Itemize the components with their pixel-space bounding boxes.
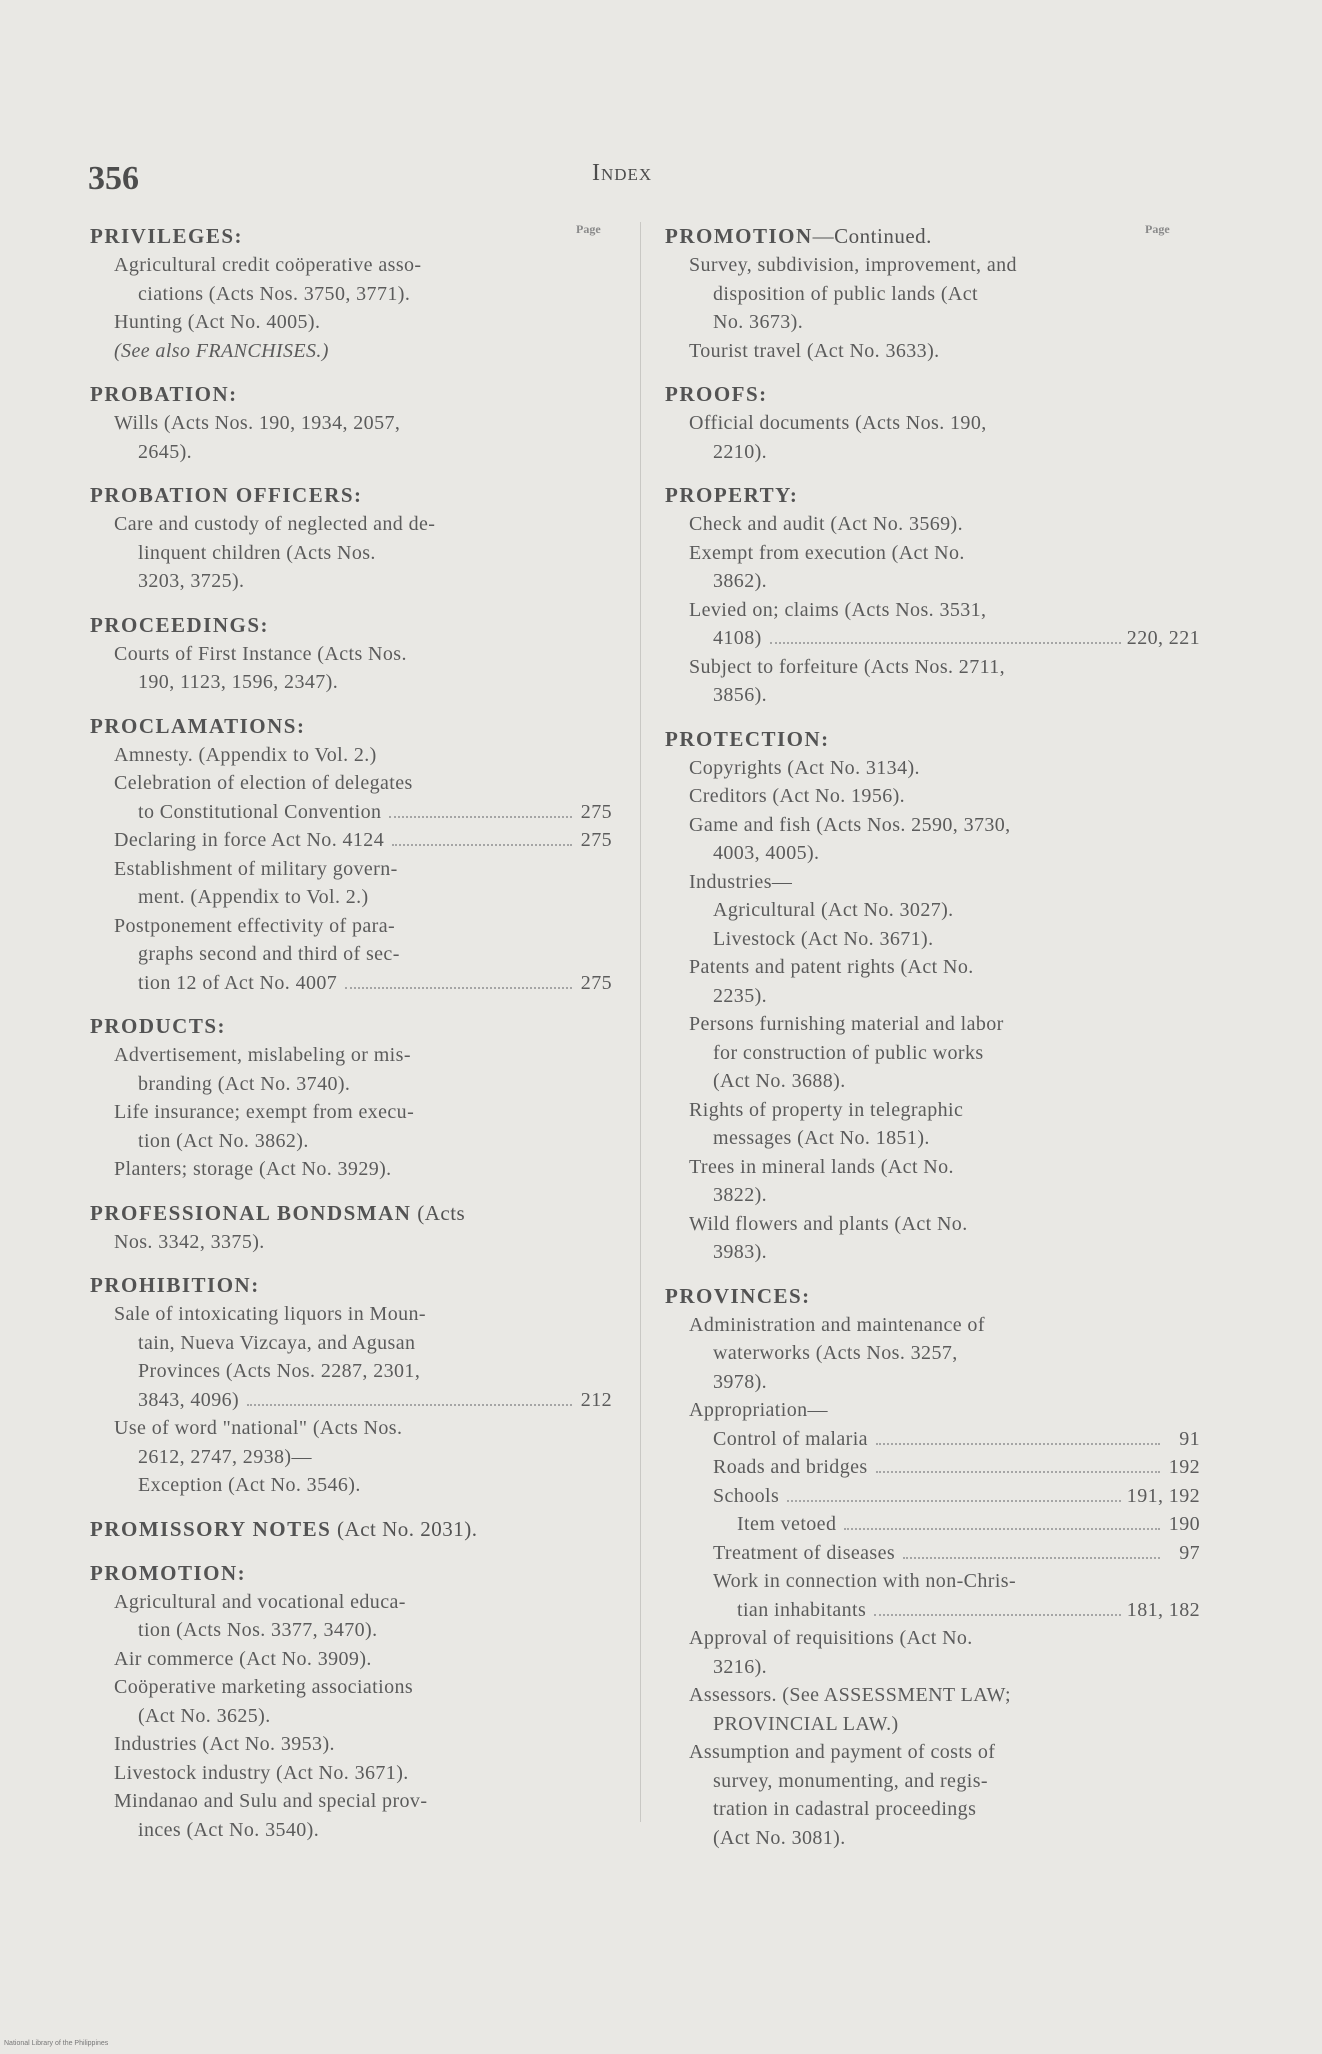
entry-line-text: (Act No. 3688). bbox=[713, 1070, 846, 1092]
entry-line bbox=[665, 596, 1200, 625]
entry-line bbox=[665, 1153, 1200, 1182]
entry-line bbox=[665, 251, 1200, 280]
entry-line-text: Livestock industry (Act No. 3671). bbox=[114, 1761, 409, 1784]
index-entry bbox=[90, 712, 620, 998]
entry-line-text: Advertisement, mislabeling or mis- bbox=[114, 1044, 411, 1066]
entry-line bbox=[90, 1616, 620, 1645]
entry-line-text: Industries— bbox=[689, 870, 793, 893]
entry-line bbox=[90, 438, 620, 467]
entry-line bbox=[665, 1067, 1200, 1096]
entry-line-text: Hunting (Act No. 4005). bbox=[114, 311, 321, 333]
entry-line bbox=[90, 567, 620, 596]
entry-line-text: (Act No. 3081). bbox=[713, 1826, 846, 1849]
page-reference: 91 bbox=[1179, 1427, 1200, 1450]
entry-line bbox=[90, 798, 620, 827]
index-entry bbox=[90, 481, 620, 596]
entry-line-text: 3978). bbox=[713, 1370, 768, 1393]
right-column bbox=[665, 222, 1200, 1867]
dot-leader bbox=[903, 1557, 1160, 1559]
entry-line bbox=[665, 539, 1200, 568]
entry-line-text: 2235). bbox=[713, 984, 768, 1007]
page-reference: 212 bbox=[580, 1388, 612, 1411]
entry-line-text: 3203, 3725). bbox=[138, 570, 245, 592]
entry-heading-text: PROPERTY: bbox=[665, 483, 799, 507]
entry-line-text: Patents and patent rights (Act No. bbox=[689, 956, 974, 978]
entry-line bbox=[90, 337, 620, 366]
entry-line-text: 3843, 4096) bbox=[138, 1388, 240, 1411]
entry-line bbox=[90, 769, 620, 798]
entry-line bbox=[90, 1787, 620, 1816]
entry-heading-text: PROHIBITION: bbox=[90, 1273, 260, 1297]
entry-line-text: Copyrights (Act No. 3134). bbox=[689, 756, 920, 779]
index-entry bbox=[90, 1559, 620, 1845]
entry-heading-text: PROCEEDINGS: bbox=[90, 612, 270, 637]
entry-line-text: to Constitutional Convention bbox=[138, 800, 382, 823]
entry-line bbox=[665, 510, 1200, 539]
entry-heading-text: PROOFS: bbox=[665, 382, 768, 406]
page-number: 356 bbox=[88, 160, 139, 197]
entry-line-text: 3862). bbox=[713, 570, 768, 592]
entry-line bbox=[90, 409, 620, 438]
dot-leader bbox=[787, 1500, 1121, 1502]
index-entry bbox=[90, 380, 620, 466]
entry-line-text: Creditors (Act No. 1956). bbox=[689, 785, 906, 807]
entry-line-text: 190, 1123, 1596, 2347). bbox=[138, 671, 339, 693]
entry-line bbox=[665, 1767, 1200, 1796]
entry-line bbox=[665, 1396, 1200, 1425]
entry-line bbox=[665, 782, 1200, 811]
entry-line bbox=[90, 1386, 620, 1415]
entry-line bbox=[90, 1471, 620, 1500]
entry-line bbox=[665, 1482, 1200, 1511]
entry-heading-text: PROBATION OFFICERS: bbox=[90, 483, 363, 507]
entry-line bbox=[665, 1596, 1200, 1625]
entry-line bbox=[665, 1181, 1200, 1210]
index-entry bbox=[665, 222, 1200, 365]
entry-line-text: inces (Act No. 3540). bbox=[138, 1818, 320, 1841]
entry-line-text: Amnesty. (Appendix to Vol. 2.) bbox=[114, 743, 377, 766]
entry-line bbox=[90, 668, 620, 697]
entry-heading-text: PROCLAMATIONS: bbox=[90, 713, 306, 738]
left-column-entries bbox=[90, 222, 620, 1844]
entry-line bbox=[90, 1041, 620, 1070]
entry-line bbox=[90, 1730, 620, 1759]
entry-line bbox=[665, 811, 1200, 840]
entry-line bbox=[90, 640, 620, 669]
entry-line bbox=[90, 280, 620, 309]
entry-line bbox=[90, 1098, 620, 1127]
entry-line-text: Official documents (Acts Nos. 190, bbox=[689, 412, 987, 434]
page-reference: 181, 182 bbox=[1126, 1598, 1200, 1621]
entry-line-text: Agricultural (Act No. 3027). bbox=[713, 899, 954, 921]
entry-line-text: Work in connection with non-Chris- bbox=[713, 1570, 1017, 1592]
entry-line bbox=[665, 1681, 1200, 1710]
entry-line bbox=[665, 1238, 1200, 1267]
entry-line-text: Use of word "national" (Acts Nos. bbox=[114, 1417, 403, 1439]
entry-line bbox=[665, 1738, 1200, 1767]
entry-heading bbox=[90, 481, 620, 510]
entry-line-text: Life insurance; exempt from execu- bbox=[114, 1101, 415, 1123]
entry-heading-suffix: (Acts bbox=[411, 1200, 466, 1225]
entry-line-text: for construction of public works bbox=[713, 1041, 984, 1064]
page-reference: 191, 192 bbox=[1126, 1484, 1200, 1507]
entry-line-text: survey, monumenting, and regis- bbox=[713, 1769, 988, 1792]
entry-line bbox=[665, 337, 1200, 366]
entry-line bbox=[90, 1070, 620, 1099]
entry-line-text: Mindanao and Sulu and special prov- bbox=[114, 1790, 428, 1812]
entry-heading-text: PRODUCTS: bbox=[90, 1014, 227, 1038]
index-entry bbox=[90, 611, 620, 697]
entry-line bbox=[90, 1759, 620, 1788]
entry-heading-text: PROFESSIONAL BONDSMAN bbox=[90, 1200, 412, 1225]
entry-line-text: Provinces (Acts Nos. 2287, 2301, bbox=[138, 1360, 421, 1382]
entry-line-text: Planters; storage (Act No. 3929). bbox=[114, 1158, 392, 1180]
entry-line-text: Administration and maintenance of bbox=[689, 1313, 985, 1336]
entry-line-text: tian inhabitants bbox=[737, 1598, 867, 1621]
entry-line-text: Exempt from execution (Act No. bbox=[689, 541, 965, 564]
entry-heading-text: PROMOTION: bbox=[90, 1560, 247, 1585]
entry-line bbox=[90, 1673, 620, 1702]
entry-line-text: tion (Act No. 3862). bbox=[138, 1129, 309, 1152]
entry-heading-text: PRIVILEGES: bbox=[90, 224, 244, 248]
dot-leader bbox=[392, 844, 572, 846]
entry-line-text: Livestock (Act No. 3671). bbox=[713, 927, 934, 950]
page-reference: 275 bbox=[580, 971, 612, 994]
entry-line bbox=[665, 868, 1200, 897]
index-entry bbox=[665, 1282, 1200, 1853]
entry-line-text: (Act No. 3625). bbox=[138, 1704, 271, 1727]
entry-line-text: tion 12 of Act No. 4007 bbox=[138, 971, 338, 994]
entry-line-text: Courts of First Instance (Acts Nos. bbox=[114, 642, 407, 665]
entry-line bbox=[90, 1414, 620, 1443]
entry-line bbox=[90, 1228, 620, 1257]
entry-heading bbox=[90, 380, 620, 409]
entry-line-text: Control of malaria bbox=[713, 1427, 868, 1450]
entry-line-text: branding (Act No. 3740). bbox=[138, 1072, 351, 1095]
page-reference: 97 bbox=[1179, 1541, 1200, 1564]
entry-line bbox=[90, 826, 620, 855]
entry-line bbox=[665, 624, 1200, 653]
entry-line-text: 3983). bbox=[713, 1241, 768, 1263]
entry-line-text: Assessors. (See ASSESSMENT LAW; bbox=[689, 1684, 1011, 1706]
entry-line-text: Industries (Act No. 3953). bbox=[114, 1733, 335, 1755]
entry-line-text: Game and fish (Acts Nos. 2590, 3730, bbox=[689, 813, 1011, 836]
entry-line bbox=[90, 912, 620, 941]
entry-line bbox=[665, 1339, 1200, 1368]
entry-heading-suffix: —Continued. bbox=[812, 224, 932, 248]
entry-heading-suffix: (Act No. 2031). bbox=[331, 1516, 478, 1541]
index-entry bbox=[665, 380, 1200, 466]
right-column-entries bbox=[665, 222, 1200, 1852]
entry-line-text: PROVINCIAL LAW.) bbox=[713, 1712, 899, 1735]
entry-heading bbox=[90, 1012, 620, 1041]
entry-line bbox=[90, 855, 620, 884]
dot-leader bbox=[876, 1471, 1160, 1473]
entry-heading bbox=[90, 611, 620, 640]
entry-line bbox=[665, 1567, 1200, 1596]
entry-line-text: Coöperative marketing associations bbox=[114, 1676, 414, 1698]
index-entry bbox=[90, 222, 620, 365]
entry-line-text: Trees in mineral lands (Act No. bbox=[689, 1155, 954, 1178]
index-entry bbox=[665, 725, 1200, 1267]
entry-heading bbox=[90, 222, 620, 251]
footer-credit: National Library of the Philippines bbox=[4, 2040, 109, 2047]
entry-heading-text: PROMISSORY NOTES bbox=[90, 1516, 332, 1541]
entry-line bbox=[665, 982, 1200, 1011]
entry-heading bbox=[90, 1515, 620, 1544]
entry-line-text: tion (Acts Nos. 3377, 3470). bbox=[138, 1619, 378, 1641]
index-entry bbox=[665, 481, 1200, 710]
page-reference: 192 bbox=[1168, 1456, 1200, 1478]
entry-line-text: 2612, 2747, 2938)— bbox=[138, 1445, 312, 1468]
entry-line-text: Wills (Acts Nos. 190, 1934, 2057, bbox=[114, 412, 401, 434]
entry-line bbox=[90, 1702, 620, 1731]
entry-line bbox=[90, 1329, 620, 1358]
entry-line bbox=[665, 280, 1200, 309]
entry-heading bbox=[90, 1271, 620, 1300]
entry-line-text: Persons furnishing material and labor bbox=[689, 1013, 1004, 1035]
entry-heading bbox=[665, 1282, 1200, 1311]
entry-line bbox=[665, 953, 1200, 982]
entry-line-text: Schools bbox=[713, 1484, 780, 1507]
entry-line-text: Sale of intoxicating liquors in Moun- bbox=[114, 1303, 426, 1325]
entry-heading-text: PROTECTION: bbox=[665, 726, 830, 751]
entry-heading bbox=[90, 1199, 620, 1228]
page-reference: 190 bbox=[1168, 1513, 1200, 1535]
entry-line-text: Roads and bridges bbox=[713, 1456, 868, 1478]
entry-line bbox=[665, 1795, 1200, 1824]
entry-line bbox=[665, 1096, 1200, 1125]
entry-line bbox=[90, 741, 620, 770]
entry-line-text: Subject to forfeiture (Acts Nos. 2711, bbox=[689, 655, 1006, 678]
entry-line bbox=[665, 1824, 1200, 1853]
entry-heading bbox=[665, 380, 1200, 409]
entry-line bbox=[90, 1588, 620, 1617]
left-column bbox=[90, 222, 620, 1859]
page-reference: 275 bbox=[580, 829, 612, 851]
entry-line bbox=[90, 1155, 620, 1184]
entry-line bbox=[665, 409, 1200, 438]
index-entry bbox=[90, 1271, 620, 1500]
entry-line-text: 2645). bbox=[138, 440, 193, 463]
entry-line bbox=[665, 681, 1200, 710]
entry-line-text: linquent children (Acts Nos. bbox=[138, 541, 376, 564]
entry-line bbox=[90, 251, 620, 280]
index-entry bbox=[90, 1199, 620, 1257]
entry-line-text: tration in cadastral proceedings bbox=[713, 1798, 977, 1820]
entry-line-text: Declaring in force Act No. 4124 bbox=[114, 829, 385, 851]
entry-line bbox=[665, 1710, 1200, 1739]
entry-line bbox=[665, 925, 1200, 954]
entry-line-text: Exception (Act No. 3546). bbox=[138, 1474, 361, 1496]
entry-line bbox=[665, 1510, 1200, 1539]
entry-line bbox=[90, 1127, 620, 1156]
entry-line-text: Assumption and payment of costs of bbox=[689, 1741, 996, 1763]
entry-line bbox=[665, 1311, 1200, 1340]
entry-line bbox=[665, 1624, 1200, 1653]
entry-line bbox=[90, 883, 620, 912]
page-reference: 220, 221 bbox=[1126, 627, 1200, 649]
entry-line bbox=[90, 1443, 620, 1472]
entry-heading bbox=[665, 222, 1200, 251]
entry-line-text: Wild flowers and plants (Act No. bbox=[689, 1212, 968, 1235]
entry-line-text: Nos. 3342, 3375). bbox=[114, 1230, 265, 1253]
dot-leader bbox=[345, 987, 572, 989]
dot-leader bbox=[874, 1614, 1121, 1616]
entry-line bbox=[665, 1124, 1200, 1153]
entry-line-text: (See also FRANCHISES.) bbox=[114, 339, 329, 362]
entry-line bbox=[90, 308, 620, 337]
right-column-page-header: Page bbox=[1145, 222, 1170, 236]
entry-line-text: Care and custody of neglected and de- bbox=[114, 513, 436, 535]
entry-line-text: ciations (Acts Nos. 3750, 3771). bbox=[138, 282, 411, 305]
entry-line bbox=[665, 1425, 1200, 1454]
entry-heading bbox=[665, 481, 1200, 510]
entry-line-text: Treatment of diseases bbox=[713, 1541, 896, 1564]
entry-line-text: graphs second and third of sec- bbox=[138, 943, 400, 965]
index-entry bbox=[90, 1515, 620, 1544]
entry-line bbox=[665, 1653, 1200, 1682]
entry-line-text: 4108) bbox=[713, 627, 762, 649]
entry-line bbox=[665, 1539, 1200, 1568]
entry-line-text: 3822). bbox=[713, 1184, 768, 1206]
entry-line-text: Rights of property in telegraphic bbox=[689, 1098, 964, 1121]
entry-heading-text: PROMOTION bbox=[665, 224, 813, 248]
entry-line-text: Levied on; claims (Acts Nos. 3531, bbox=[689, 598, 987, 621]
column-divider bbox=[640, 222, 641, 1822]
entry-line bbox=[665, 1010, 1200, 1039]
left-column-page-header: Page bbox=[576, 222, 601, 236]
entry-line bbox=[90, 510, 620, 539]
entry-line bbox=[90, 1645, 620, 1674]
entry-line bbox=[665, 308, 1200, 337]
entry-line-text: Survey, subdivision, improvement, and bbox=[689, 254, 1017, 276]
entry-heading-text: PROBATION: bbox=[90, 382, 238, 406]
entry-line bbox=[665, 1210, 1200, 1239]
entry-line bbox=[90, 1300, 620, 1329]
entry-line bbox=[90, 1357, 620, 1386]
entry-line bbox=[665, 438, 1200, 467]
entry-line-text: Check and audit (Act No. 3569). bbox=[689, 513, 964, 535]
dot-leader bbox=[876, 1443, 1160, 1445]
entry-heading-text: PROVINCES: bbox=[665, 1283, 811, 1308]
page-reference: 275 bbox=[580, 800, 612, 823]
entry-heading bbox=[665, 725, 1200, 754]
entry-line bbox=[665, 567, 1200, 596]
entry-line bbox=[665, 653, 1200, 682]
entry-line bbox=[665, 1368, 1200, 1397]
entry-line-text: 3216). bbox=[713, 1655, 768, 1678]
entry-line-text: Celebration of election of delegates bbox=[114, 772, 413, 794]
entry-line-text: Approval of requisitions (Act No. bbox=[689, 1627, 973, 1649]
running-head: Index bbox=[592, 160, 653, 186]
entry-line-text: Agricultural and vocational educa- bbox=[114, 1590, 406, 1613]
dot-leader bbox=[770, 642, 1121, 644]
entry-line bbox=[90, 539, 620, 568]
entry-line bbox=[665, 896, 1200, 925]
entry-line bbox=[90, 940, 620, 969]
entry-line-text: disposition of public lands (Act bbox=[713, 282, 978, 305]
dot-leader bbox=[247, 1404, 572, 1406]
entry-line bbox=[665, 839, 1200, 868]
entry-line bbox=[665, 1039, 1200, 1068]
entry-line-text: No. 3673). bbox=[713, 311, 804, 333]
entry-line-text: Air commerce (Act No. 3909). bbox=[114, 1647, 372, 1670]
entry-line-text: Agricultural credit coöperative asso- bbox=[114, 254, 422, 276]
entry-line-text: Establishment of military govern- bbox=[114, 857, 398, 880]
entry-line-text: waterworks (Acts Nos. 3257, bbox=[713, 1342, 958, 1364]
entry-line-text: Tourist travel (Act No. 3633). bbox=[689, 339, 940, 362]
entry-line bbox=[90, 969, 620, 998]
entry-line-text: tain, Nueva Vizcaya, and Agusan bbox=[138, 1331, 416, 1354]
dot-leader bbox=[389, 816, 572, 818]
entry-line-text: Appropriation— bbox=[689, 1399, 828, 1421]
entry-heading bbox=[90, 712, 620, 741]
entry-line-text: Postponement effectivity of para- bbox=[114, 914, 396, 937]
entry-line bbox=[90, 1816, 620, 1845]
entry-line bbox=[665, 1453, 1200, 1482]
entry-heading bbox=[90, 1559, 620, 1588]
entry-line-text: ment. (Appendix to Vol. 2.) bbox=[138, 886, 369, 908]
entry-line-text: 4003, 4005). bbox=[713, 842, 820, 864]
entry-line-text: 2210). bbox=[713, 440, 768, 463]
entry-line-text: messages (Act No. 1851). bbox=[713, 1127, 930, 1149]
index-entry bbox=[90, 1012, 620, 1184]
dot-leader bbox=[844, 1528, 1160, 1530]
entry-line-text: Item vetoed bbox=[737, 1513, 837, 1535]
entry-line-text: 3856). bbox=[713, 684, 768, 706]
entry-line bbox=[665, 754, 1200, 783]
